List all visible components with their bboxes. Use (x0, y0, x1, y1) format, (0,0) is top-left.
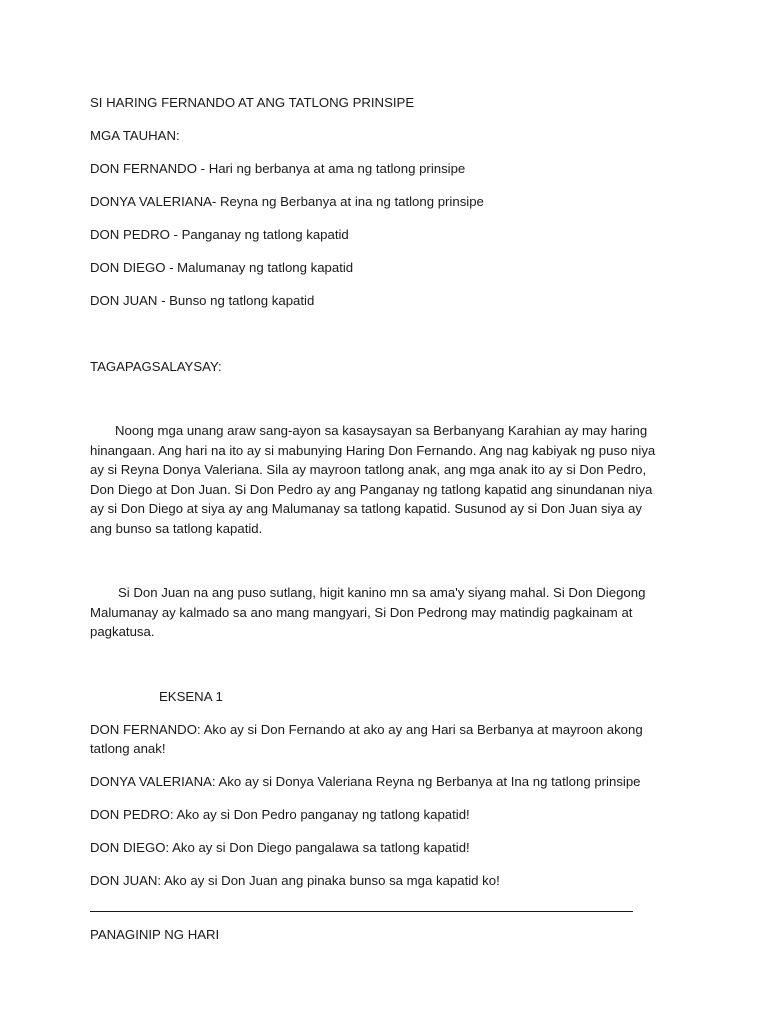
cast-item: DONYA VALERIANA- Reyna ng Berbanya at ina ng tatlong prinsipe (90, 194, 484, 209)
cast-item: DON JUAN - Bunso ng tatlong kapatid (90, 293, 315, 308)
narration-paragraph: Si Don Juan na ang puso sutlang, higit kanino mn sa ama'y siyang mahal. Si Don Diegong Malumanay ay kalmado sa ano mang mangyari, Si Don Pedrong may matindig pagkainam at pagkatusa. (90, 585, 646, 639)
narration-paragraph: Noong mga unang araw sang-ayon sa kasaysayan sa Berbanyang Karahian ay may haring hinangaan. Ang hari na ito ay si mabunying Haring Don Fernando. Ang nag kabiyak ng puso niya ay si Reyna Donya Valeriana. Sila ay mayroon tatlong anak, ang mga anak ito ay si Don Pedro, Don Diego at Don Juan. Si Don Pedro ay ang Panganay ng tatlong kapatid ang sinundanan niya ay si Don Diego at siya ay ang Malumanay sa tatlong kapatid. Susunod ay si Don Juan siya ay ang bunso sa tatlong kapatid. (90, 423, 656, 536)
cast-item: DON PEDRO - Panganay ng tatlong kapatid (90, 227, 349, 242)
document-title: SI HARING FERNANDO AT ANG TATLONG PRINSIPE (90, 95, 415, 110)
dialogue-line: DON FERNANDO: Ako ay si Don Fernando at ako ay ang Hari sa Berbanya at mayroon akong tatlong anak! (90, 721, 643, 756)
scene-heading: EKSENA 1 (159, 688, 223, 704)
next-section-heading: PANAGINIP NG HARI (90, 926, 220, 942)
document-page (90, 93, 690, 944)
dialogue-line: DON PEDRO: Ako ay si Don Pedro panganay ng tatlong kapatid! (90, 807, 470, 822)
narrator-heading: TAGAPAGSALAYSAY: (90, 358, 222, 374)
dialogue-line: DON JUAN: Ako ay si Don Juan ang pinaka bunso sa mga kapatid ko! (90, 873, 500, 888)
dialogue-line: DONYA VALERIANA: Ako ay si Donya Valeriana Reyna ng Berbanya at Ina ng tatlong prinsipe (90, 774, 641, 789)
cast-item: DON FERNANDO - Hari ng berbanya at ama ng tatlong prinsipe (90, 161, 466, 176)
cast-item: DON DIEGO - Malumanay ng tatlong kapatid (90, 260, 354, 275)
dialogue-line: DON DIEGO: Ako ay si Don Diego pangalawa sa tatlong kapatid! (90, 840, 470, 855)
cast-heading: MGA TAUHAN: (90, 128, 180, 143)
